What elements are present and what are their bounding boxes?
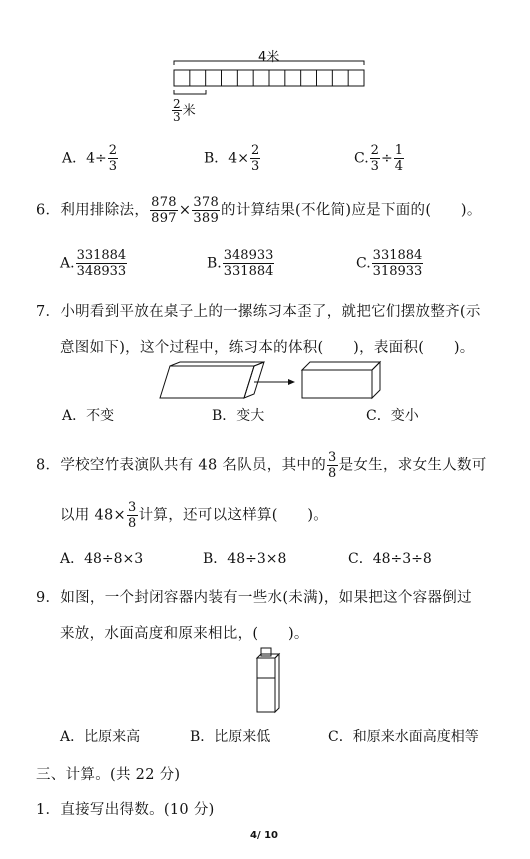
q9-option-a[interactable]: A．比原来高 xyxy=(60,729,141,745)
q9-question-line2: 来放，水面高度和原来相比，( )。 xyxy=(60,626,309,642)
q7-option-c[interactable]: C．变小 xyxy=(366,408,419,424)
q6-option-a[interactable]: A. $\frac{331884}{348933}$ xyxy=(60,248,127,279)
segment-bar-diagram xyxy=(170,58,370,108)
notebook-stack-diagram xyxy=(158,362,398,402)
section-3-title: 三、计算。(共 22 分) xyxy=(36,767,181,783)
q8-question-line1: 8．学校空竹表演队共有 48 名队员，其中的 $\frac{3}{8}$ 是女生，求女生人数可 xyxy=(36,450,487,481)
total-length-label: 4米 xyxy=(258,50,280,65)
q7-question-line2: 意图如下)，这个过程中，练习本的体积( )，表面积( )。 xyxy=(60,340,475,356)
q8-option-b[interactable]: B．48÷3×8 xyxy=(203,551,287,567)
q7-option-a[interactable]: A．不变 xyxy=(62,408,115,424)
q9-question-line1: 9．如图，一个封闭容器内装有一些水(未满)，如果把这个容器倒过 xyxy=(36,590,472,606)
q6-option-b[interactable]: B. $\frac{348933}{331884}$ xyxy=(207,248,274,279)
q8-option-a[interactable]: A．48÷8×3 xyxy=(60,551,144,567)
sealed-container-diagram xyxy=(255,648,285,714)
q7-option-b[interactable]: B．变大 xyxy=(212,408,265,424)
q5-option-c[interactable]: C. $\frac{2}{3}$ ÷ $\frac{1}{4}$ xyxy=(354,143,403,174)
q6-option-c[interactable]: C. $\frac{331884}{318933}$ xyxy=(356,248,423,279)
q9-option-b[interactable]: B．比原来低 xyxy=(190,729,271,745)
section-3-question-1: 1．直接写出得数。(10 分) xyxy=(36,802,215,818)
q5-option-a[interactable]: A．4÷ $\frac{2}{3}$ xyxy=(62,143,118,174)
q6-question: 6．利用排除法， $\frac{878}{897}$ × $\frac{378}{389}$ 的计算结果(不化简)应是下面的( )。 xyxy=(36,195,482,226)
segment-length-label: $\frac{2}{3}$ 米 xyxy=(173,97,196,124)
page-number: 4/ 10 xyxy=(250,830,279,841)
q9-option-c[interactable]: C．和原来水面高度相等 xyxy=(328,729,479,745)
q7-question-line1: 7．小明看到平放在桌子上的一摞练习本歪了，就把它们摆放整齐(示 xyxy=(36,304,481,320)
q8-option-c[interactable]: C．48÷3÷8 xyxy=(348,551,432,567)
q5-option-b[interactable]: B．4× $\frac{2}{3}$ xyxy=(204,143,260,174)
q8-question-line2: 以用 48× $\frac{3}{8}$ 计算，还可以这样算( )。 xyxy=(60,500,329,531)
